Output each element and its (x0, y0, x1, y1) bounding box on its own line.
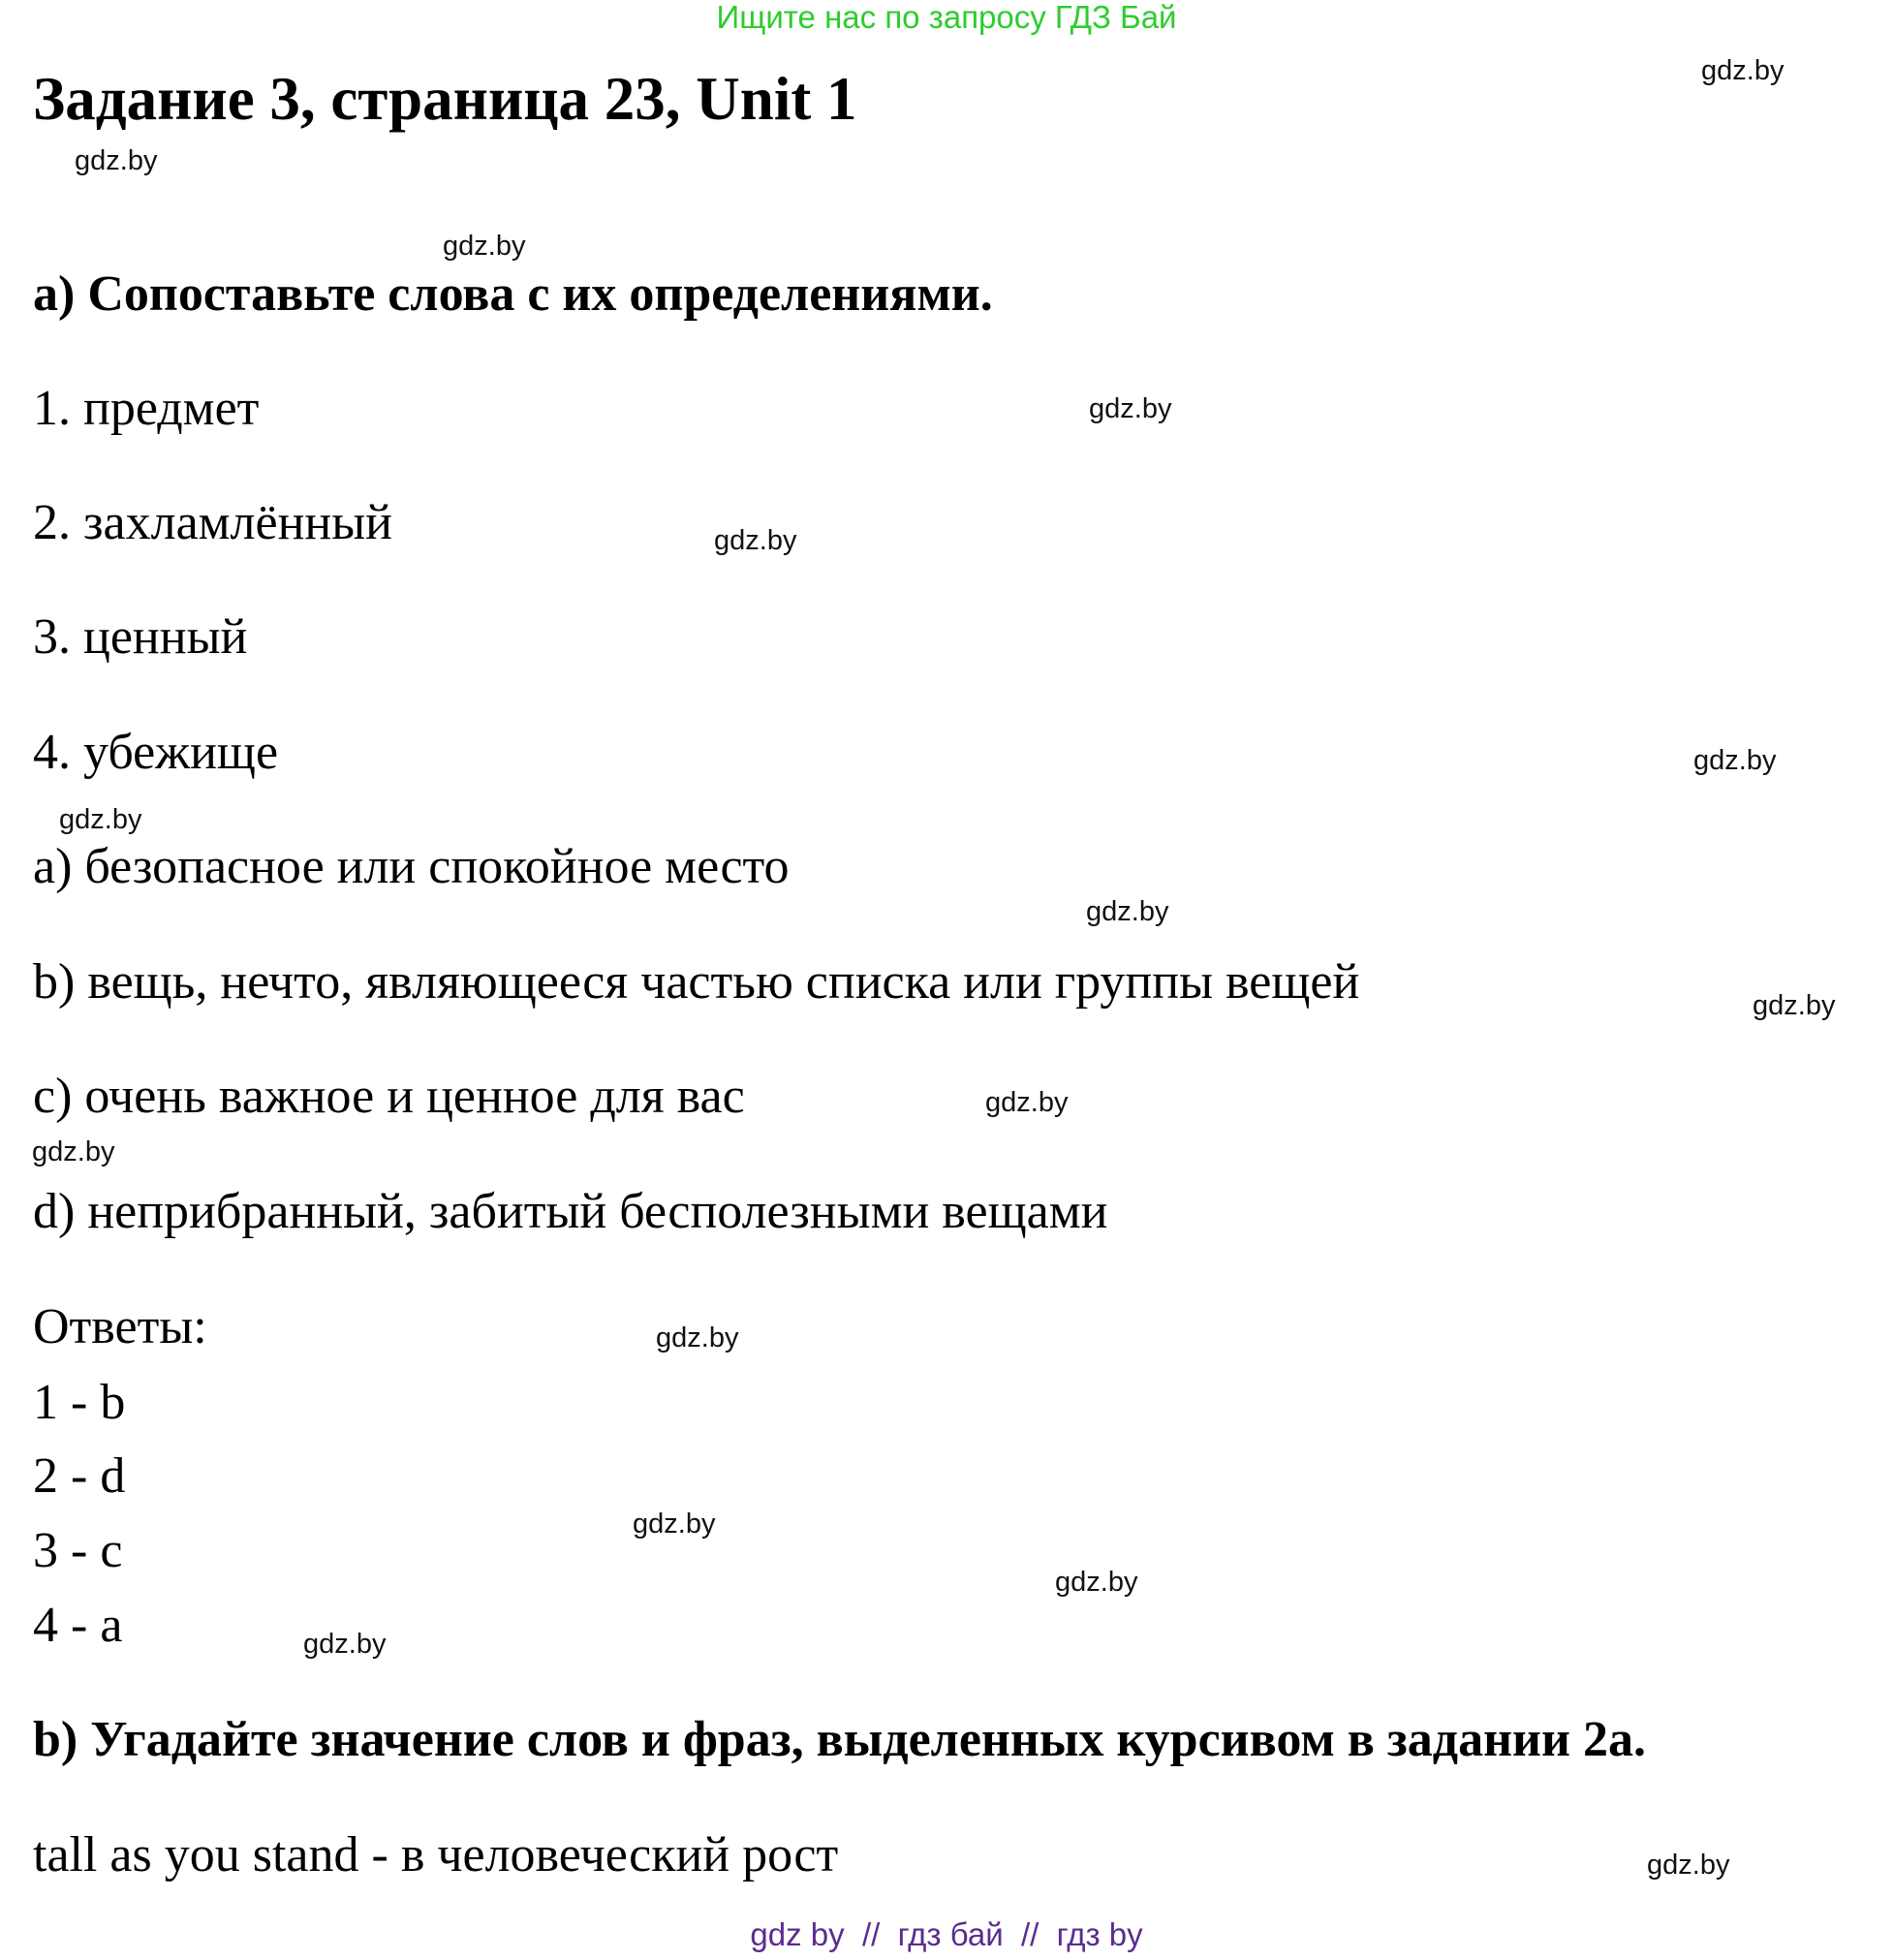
watermark: gdz.by (1055, 1567, 1138, 1598)
watermark: gdz.by (1753, 990, 1836, 1021)
answer-item: 3 - c (33, 1523, 123, 1578)
word-item: 4. убежище (33, 725, 279, 780)
answer-item: 1 - b (33, 1375, 126, 1430)
watermark: gdz.by (75, 145, 158, 176)
answer-item: 4 - a (33, 1598, 123, 1653)
word-item: 2. захламлённый (33, 495, 393, 550)
definition-item: d) неприбранный, забитый бесполезными вещами (33, 1184, 1108, 1239)
answers-label: Ответы: (33, 1299, 207, 1354)
watermark: gdz.by (1701, 55, 1784, 86)
page-title: Задание 3, страница 23, Unit 1 (33, 65, 857, 133)
answer-item: 2 - d (33, 1448, 126, 1504)
word-item: 3. ценный (33, 609, 248, 665)
watermark: gdz.by (633, 1509, 716, 1540)
watermark: gdz.by (443, 231, 526, 262)
definition-item: b) вещь, нечто, являющееся частью списка или группы вещей (33, 954, 1360, 1010)
watermark: gdz.by (32, 1136, 115, 1167)
watermark: gdz.by (59, 804, 142, 835)
watermark: gdz.by (1089, 393, 1172, 424)
phrase-translation: tall as you stand - в человеческий рост (33, 1827, 839, 1882)
definition-item: c) очень важное и ценное для вас (33, 1069, 745, 1124)
watermark: gdz.by (1086, 896, 1169, 927)
watermark: gdz.by (656, 1322, 739, 1353)
watermark: gdz.by (1647, 1850, 1730, 1881)
top-banner: Ищите нас по запросу ГДЗ Бай (716, 0, 1177, 35)
section-a-heading: a) Сопоставьте слова с их определениями. (33, 266, 993, 322)
definition-item: a) безопасное или спокойное место (33, 839, 790, 894)
watermark: gdz.by (1693, 745, 1777, 776)
watermark: gdz.by (303, 1629, 387, 1660)
watermark: gdz.by (985, 1087, 1069, 1118)
footer-links: gdz by // гдз бай // гдз by (750, 1916, 1143, 1952)
section-b-heading: b) Угадайте значение слов и фраз, выделенных курсивом в задании 2а. (33, 1712, 1646, 1767)
word-item: 1. предмет (33, 381, 260, 436)
watermark: gdz.by (714, 525, 797, 556)
